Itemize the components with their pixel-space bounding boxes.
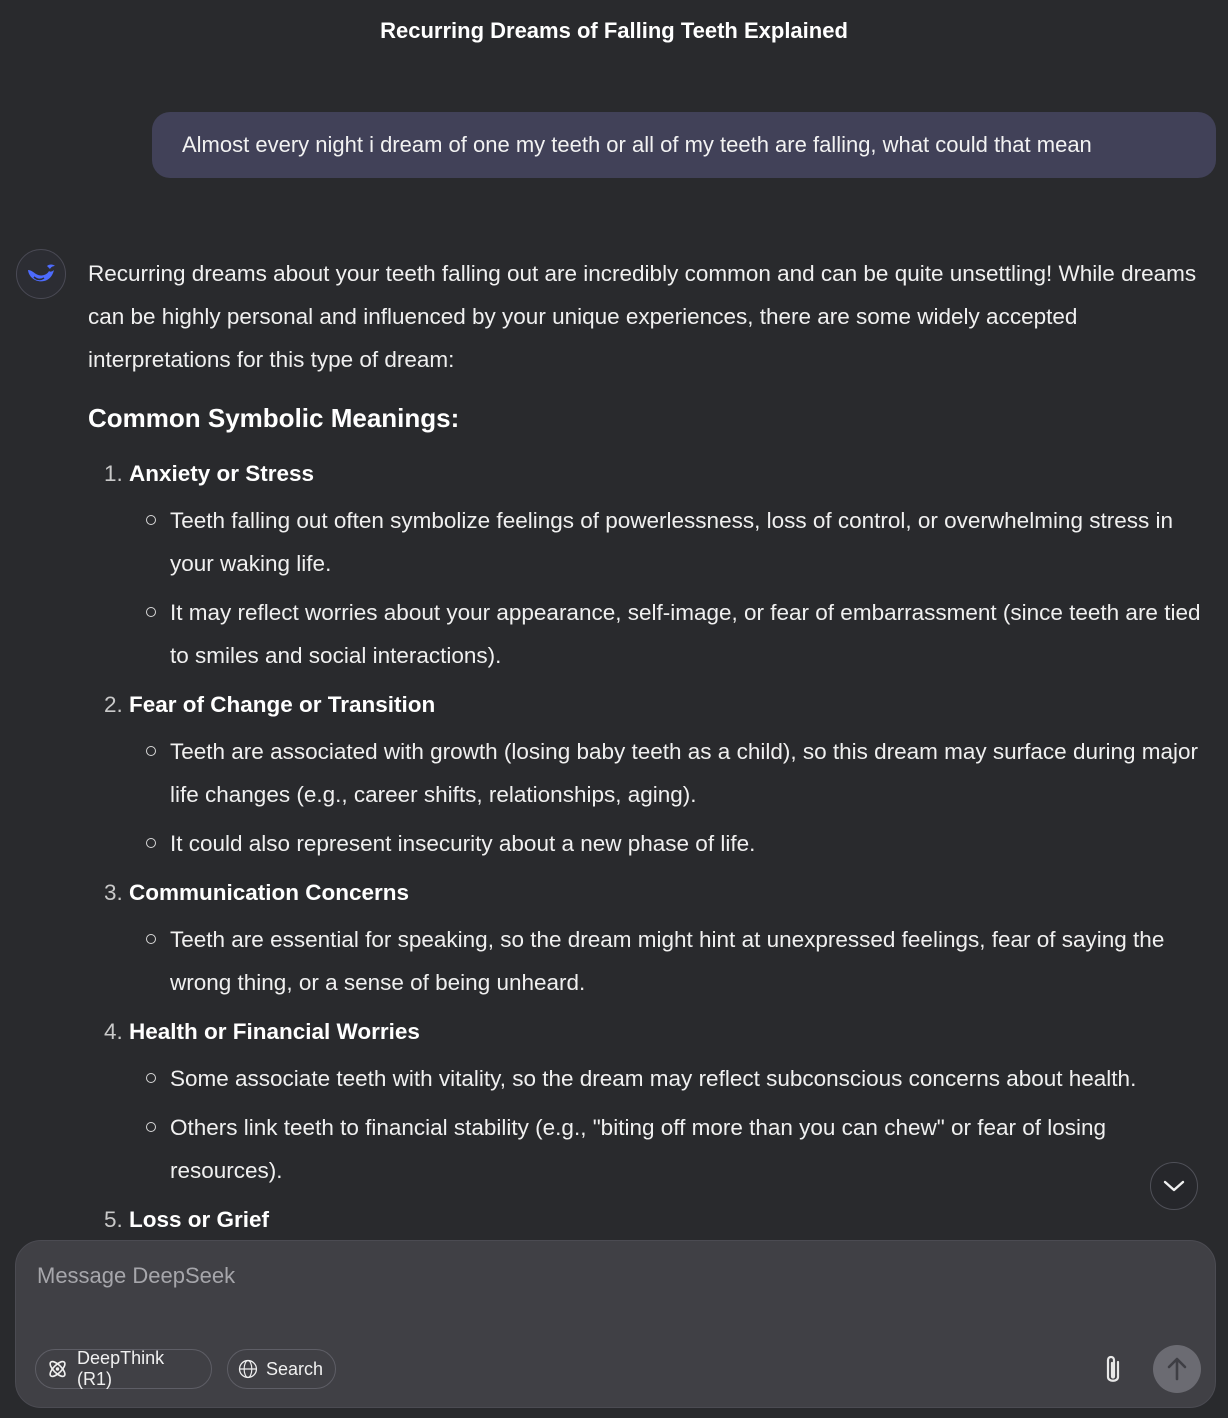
item-number: 4.	[104, 1019, 123, 1044]
item-number: 1.	[104, 461, 123, 486]
deepthink-toggle-button[interactable]	[35, 1349, 212, 1389]
list-item	[88, 452, 1220, 677]
chevron-down-icon	[1163, 1179, 1185, 1193]
send-button[interactable]	[1153, 1345, 1201, 1393]
meanings-list	[88, 452, 1220, 1240]
section-heading: Common Symbolic Meanings:	[88, 403, 460, 433]
atom-icon	[46, 1357, 69, 1381]
bullet-item: Teeth falling out often symbolize feelings of powerlessness, loss of control, or overwhelming stress in your waking life.	[129, 499, 1220, 585]
search-label: Search	[265, 1358, 323, 1379]
assistant-response	[88, 252, 1220, 1240]
deepthink-label: DeepThink (R1)	[77, 1348, 165, 1389]
conversation-title: Recurring Dreams of Falling Teeth Explained	[380, 18, 848, 43]
scroll-to-bottom-button[interactable]	[1150, 1162, 1198, 1210]
bullet-item: It could also represent insecurity about a new phase of life.	[129, 822, 1220, 865]
response-intro: Recurring dreams about your teeth falling out are incredibly common and can be quite unsettling! While dreams can be highly personal and influenced by your unique experiences, there are some widely accepted interpretations for this type of dream:	[88, 261, 1197, 372]
item-heading: Health or Financial Worries	[129, 1019, 420, 1044]
attach-file-button[interactable]	[1094, 1351, 1132, 1389]
globe-icon	[238, 1356, 258, 1382]
user-message-text: Almost every night i dream of one my teeth or all of my teeth are falling, what could that mean	[182, 132, 1092, 157]
bullet-item: Some associate teeth with vitality, so the dream may reflect subconscious concerns about health.	[129, 1057, 1220, 1100]
list-item	[88, 683, 1220, 865]
list-item	[88, 1198, 1220, 1240]
bullet-item: It may reflect worries about your appearance, self-image, or fear of embarrassment (since teeth are tied to smiles and social interactions).	[129, 591, 1220, 677]
message-composer	[15, 1240, 1216, 1408]
bullet-list	[129, 730, 1220, 865]
bullet-item: Teeth are associated with growth (losing baby teeth as a child), so this dream may surface during major life changes (e.g., career shifts, relationships, aging).	[129, 730, 1220, 816]
arrow-up-icon	[1165, 1356, 1189, 1382]
item-number: 3.	[104, 880, 123, 905]
deepseek-whale-icon	[16, 249, 66, 299]
item-heading: Communication Concerns	[129, 880, 410, 905]
item-heading: Loss or Grief	[129, 1207, 270, 1232]
bullet-item: Teeth are essential for speaking, so the dream might hint at unexpressed feelings, fear of saying the wrong thing, or a sense of being unheard.	[129, 918, 1220, 1004]
list-item	[88, 1010, 1220, 1192]
search-toggle-button[interactable]	[227, 1349, 336, 1389]
deepseek-whale-icon-svg	[25, 261, 57, 287]
bullet-list	[129, 918, 1220, 1004]
message-input[interactable]	[37, 1263, 1177, 1289]
item-heading: Fear of Change or Transition	[129, 692, 436, 717]
item-heading: Anxiety or Stress	[129, 461, 315, 486]
item-number: 2.	[104, 692, 123, 717]
bullet-item: Others link teeth to financial stability (e.g., "biting off more than you can chew" or fear of losing resources).	[129, 1106, 1220, 1192]
user-message-bubble	[152, 112, 1216, 178]
bullet-list	[129, 1057, 1220, 1192]
paperclip-icon	[1101, 1353, 1125, 1387]
bullet-list	[129, 499, 1220, 677]
item-number: 5.	[104, 1207, 123, 1232]
list-item	[88, 871, 1220, 1004]
